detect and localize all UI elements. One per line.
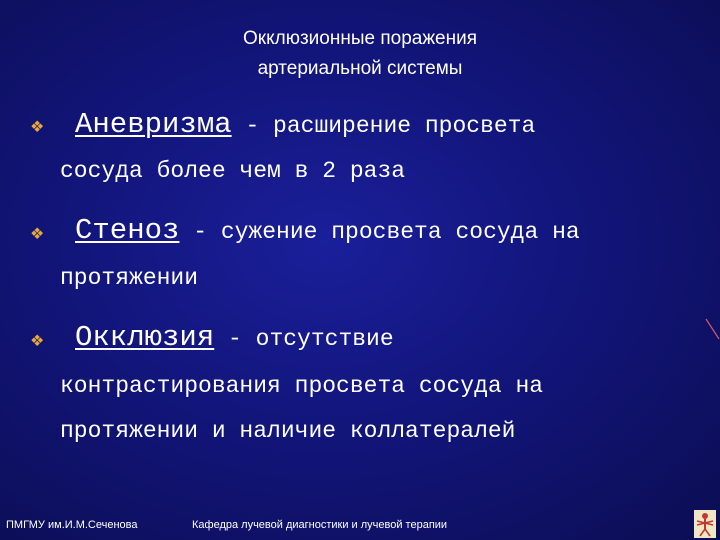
item-occlusion-line-1 xyxy=(75,321,394,354)
footer-department: Кафедра лучевой диагностики и лучевой терапии xyxy=(192,519,448,531)
figure-logo-icon xyxy=(694,510,716,538)
item-stenosis-line-1 xyxy=(75,214,580,247)
diamond-bullet-icon: ❖ xyxy=(30,333,45,350)
item-stenosis-desc: - сужение просвета сосуда на xyxy=(179,219,580,245)
item-aneurysm-line-2: сосуда более чем в 2 раза xyxy=(60,158,406,184)
item-occlusion-desc: - отсутствие xyxy=(214,326,394,352)
footer-institution: ПМГМУ им.И.М.Сеченова xyxy=(6,519,138,531)
item-occlusion-line-2: контрастирования просвета сосуда на xyxy=(60,373,544,399)
slide-title xyxy=(150,24,570,84)
item-aneurysm-line-1 xyxy=(75,108,535,141)
item-stenosis-line-2: протяжении xyxy=(60,265,199,291)
item-occlusion-line-3: протяжении и наличие коллатералей xyxy=(60,418,516,444)
title-line-1: Окклюзионные поражения xyxy=(243,28,477,49)
term-occlusion: Окклюзия xyxy=(75,321,215,354)
item-aneurysm-desc: - расширение просвета xyxy=(231,113,536,139)
diamond-bullet-icon: ❖ xyxy=(30,119,45,136)
term-aneurysm: Аневризма xyxy=(75,108,232,141)
diamond-bullet-icon: ❖ xyxy=(30,226,45,243)
decorative-line xyxy=(704,318,720,340)
title-line-2: артериальной системы xyxy=(257,58,463,79)
term-stenosis: Стеноз xyxy=(75,214,180,247)
